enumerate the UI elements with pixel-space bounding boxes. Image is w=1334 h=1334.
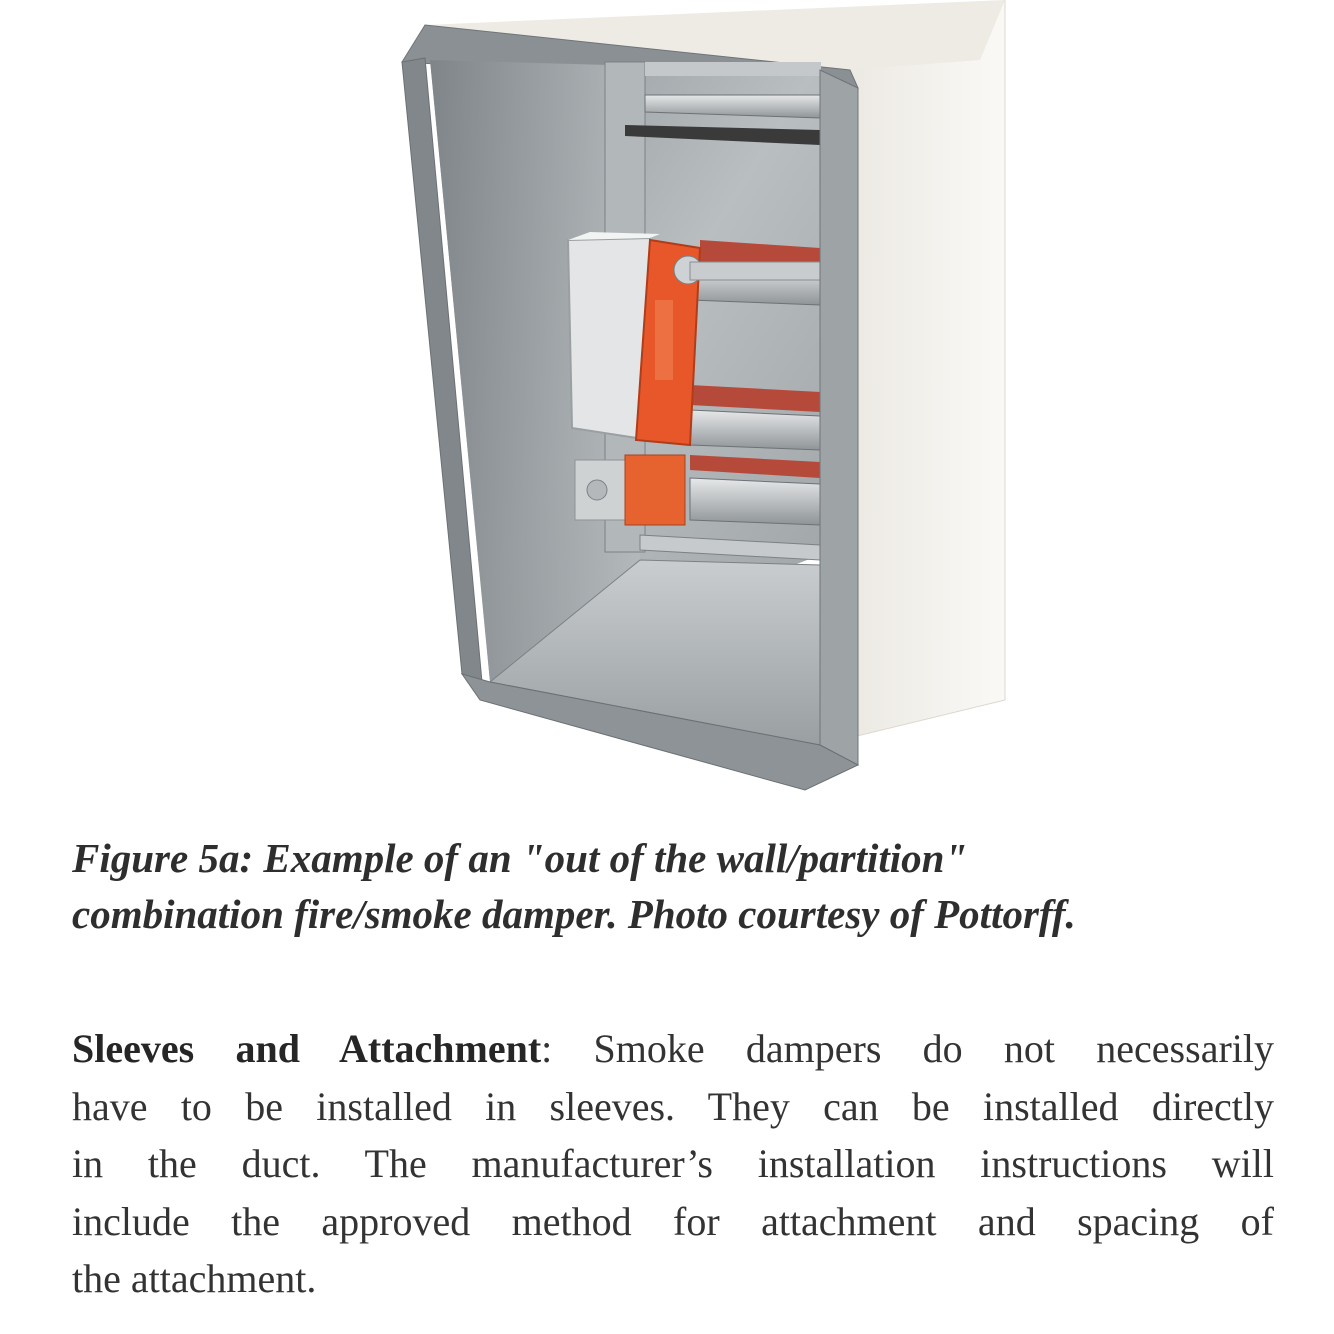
paragraph-line-1 — [72, 1020, 1274, 1078]
paragraph-line-5: the attachment. — [72, 1256, 317, 1301]
heading-colon: : — [541, 1026, 553, 1071]
damper-photo — [390, 0, 1020, 795]
body-paragraph — [72, 1020, 1274, 1308]
paragraph-line-2: have to be installed in sleeves. They can be installed directly — [72, 1083, 1274, 1129]
right-flange — [820, 70, 858, 765]
paragraph-line-4: include the approved method for attachment and spacing of — [72, 1198, 1274, 1244]
figure-caption — [72, 830, 1272, 942]
section-heading: Sleeves and Attachment — [72, 1026, 542, 1071]
caption-line-1: Figure 5a: Example of an "out of the wall/partition" — [72, 835, 968, 881]
caption-line-2: combination fire/smoke damper. Photo courtesy of Pottorff. — [72, 891, 1076, 937]
paragraph-line-3: in the duct. The manufacturer’s installation instructions will — [72, 1141, 1274, 1186]
paragraph-line-1-text: Smoke dampers do not necessarily — [552, 1026, 1274, 1071]
switch-box — [575, 455, 685, 525]
